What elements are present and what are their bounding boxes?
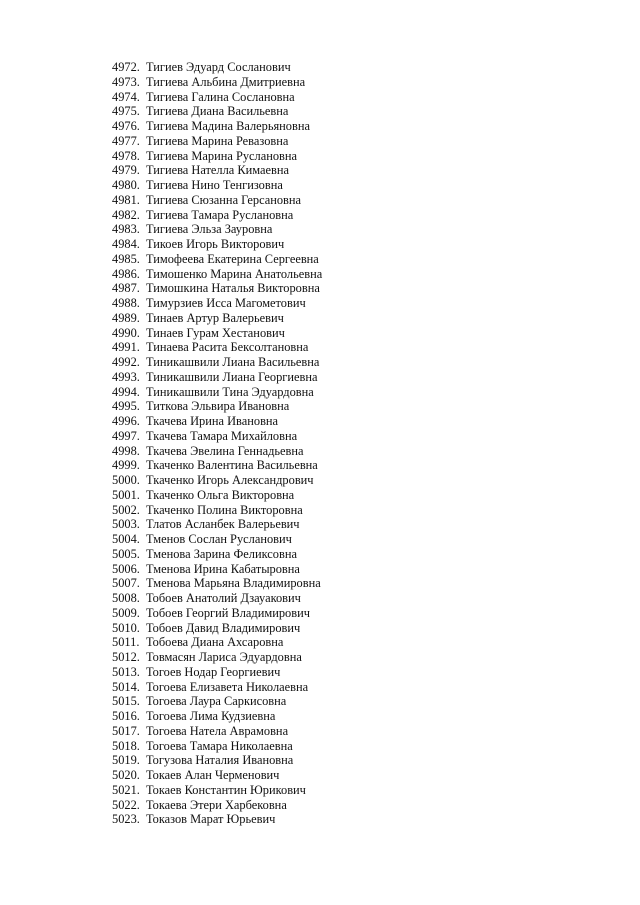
entry-full-name: Тиникашвили Лиана Васильевна (146, 355, 320, 369)
entry-full-name: Тимошенко Марина Анатольевна (146, 266, 323, 281)
entry-full-name: Тогоева Лима Кудзиевна (146, 709, 276, 723)
entry-full-name: Тинаев Гурам Хестанович (146, 325, 285, 340)
entry-full-name: Тигиева Альбина Дмитриевна (146, 74, 306, 89)
entry-number: 5006. (112, 561, 140, 576)
entry-full-name: Тикоев Игорь Викторович (146, 237, 285, 251)
list-item (112, 296, 322, 311)
list-item (112, 90, 322, 105)
entry-number: 4997. (112, 428, 140, 443)
entry-number: 5001. (112, 487, 140, 502)
entry-number: 4988. (112, 296, 140, 310)
list-item (112, 798, 322, 813)
list-item (112, 709, 322, 724)
list-item (112, 444, 322, 459)
list-item (112, 119, 322, 134)
entry-full-name: Тигиева Тамара Руслановна (146, 207, 294, 222)
list-item (112, 163, 322, 178)
entry-full-name: Токаева Этери Харбековна (146, 797, 287, 812)
list-item (112, 104, 322, 119)
list-item (112, 488, 322, 503)
list-item (112, 208, 322, 223)
entry-number: 5021. (112, 782, 140, 797)
list-item (112, 768, 322, 783)
entry-full-name: Ткачева Ирина Ивановна (146, 414, 279, 428)
entry-full-name: Тогоева Елизавета Николаевна (146, 679, 309, 694)
entry-full-name: Тигиева Марина Ревазовна (146, 133, 289, 148)
entry-full-name: Тменова Ирина Кабатыровна (146, 561, 300, 576)
entry-full-name: Тогоева Натела Аврамовна (146, 723, 289, 738)
entry-number: 4995. (112, 399, 140, 414)
entry-full-name: Тогоева Лаура Саркисовна (146, 694, 287, 709)
list-item (112, 547, 322, 562)
entry-number: 5004. (112, 532, 140, 546)
entry-number: 5000. (112, 473, 140, 487)
entry-full-name: Тигиева Эльза Зауровна (146, 222, 273, 237)
entry-full-name: Тинаева Расита Бексолтановна (146, 340, 309, 355)
entry-full-name: Тобоев Давид Владимирович (146, 620, 301, 635)
list-item (112, 267, 322, 282)
entry-full-name: Токазов Марат Юрьевич (146, 812, 276, 827)
entry-number: 5009. (112, 605, 140, 620)
entry-number: 5020. (112, 768, 140, 782)
entry-number: 5008. (112, 591, 140, 605)
entry-number: 5010. (112, 620, 140, 635)
entry-full-name: Тигиева Диана Васильевна (146, 104, 289, 119)
numbered-name-list (112, 60, 322, 827)
entry-full-name: Тимошкина Наталья Викторовна (146, 281, 320, 296)
entry-number: 4982. (112, 207, 140, 222)
entry-number: 4972. (112, 60, 140, 74)
list-item (112, 311, 322, 326)
entry-number: 5023. (112, 812, 140, 827)
list-item (112, 149, 322, 164)
list-item (112, 458, 322, 473)
entry-number: 4980. (112, 178, 140, 192)
list-item (112, 340, 322, 355)
entry-number: 4978. (112, 148, 140, 163)
entry-full-name: Тигиева Нателла Кимаевна (146, 163, 290, 178)
entry-full-name: Тигиева Мадина Валерьяновна (146, 119, 310, 133)
entry-full-name: Тобоева Диана Ахсаровна (146, 635, 284, 650)
list-item (112, 281, 322, 296)
list-item (112, 532, 322, 547)
list-item (112, 193, 322, 208)
list-item (112, 355, 322, 370)
entry-number: 4993. (112, 369, 140, 384)
list-item (112, 606, 322, 621)
entry-number: 4986. (112, 266, 140, 281)
list-item (112, 724, 322, 739)
list-item (112, 503, 322, 518)
entry-full-name: Тиникашвили Тина Эдуардовна (146, 384, 314, 399)
list-item (112, 812, 322, 827)
entry-number: 5002. (112, 502, 140, 517)
entry-full-name: Тобоев Георгий Владимирович (146, 605, 310, 620)
entry-number: 5018. (112, 738, 140, 753)
list-item (112, 650, 322, 665)
list-item (112, 178, 322, 193)
entry-number: 5013. (112, 664, 140, 679)
list-item (112, 399, 322, 414)
list-item (112, 134, 322, 149)
entry-full-name: Ткаченко Полина Викторовна (146, 502, 303, 517)
list-item (112, 621, 322, 636)
entry-number: 5014. (112, 679, 140, 694)
list-item (112, 576, 322, 591)
entry-full-name: Тигиева Марина Руслановна (146, 148, 298, 163)
list-item (112, 222, 322, 237)
list-item (112, 75, 322, 90)
entry-full-name: Тменова Зарина Феликсовна (146, 546, 297, 561)
entry-number: 4994. (112, 384, 140, 399)
list-item (112, 414, 322, 429)
entry-full-name: Тигиев Эдуард Сосланович (146, 60, 291, 74)
list-item (112, 60, 322, 75)
list-item (112, 370, 322, 385)
list-item (112, 783, 322, 798)
entry-full-name: Титкова Эльвира Ивановна (146, 399, 290, 414)
entry-number: 4991. (112, 340, 140, 355)
entry-number: 4989. (112, 310, 140, 325)
list-item (112, 753, 322, 768)
list-item (112, 694, 322, 709)
entry-number: 4983. (112, 222, 140, 237)
entry-full-name: Тигиева Нино Тенгизовна (146, 178, 283, 192)
list-item (112, 237, 322, 252)
entry-number: 4999. (112, 458, 140, 473)
entry-number: 4996. (112, 414, 140, 428)
entry-number: 4977. (112, 133, 140, 148)
entry-full-name: Тменов Сослан Русланович (146, 532, 292, 546)
entry-full-name: Тогузова Наталия Ивановна (146, 753, 294, 768)
entry-full-name: Тимурзиев Исса Магометович (146, 296, 306, 310)
entry-full-name: Тинаев Артур Валерьевич (146, 310, 284, 325)
entry-number: 5016. (112, 709, 140, 723)
entry-number: 4984. (112, 237, 140, 251)
entry-full-name: Тогоев Нодар Георгиевич (146, 664, 281, 679)
entry-full-name: Тлатов Асланбек Валерьевич (146, 517, 300, 532)
list-item (112, 473, 322, 488)
entry-full-name: Тиникашвили Лиана Георгиевна (146, 369, 318, 384)
entry-number: 4976. (112, 119, 140, 133)
list-item (112, 739, 322, 754)
entry-full-name: Токаев Константин Юрикович (146, 782, 306, 797)
entry-full-name: Ткаченко Валентина Васильевна (146, 458, 318, 473)
list-item (112, 385, 322, 400)
entry-number: 5017. (112, 723, 140, 738)
list-item (112, 517, 322, 532)
entry-full-name: Товмасян Лариса Эдуардовна (146, 650, 302, 664)
entry-number: 5005. (112, 546, 140, 561)
list-item (112, 591, 322, 606)
list-item (112, 635, 322, 650)
entry-number: 4981. (112, 192, 140, 207)
entry-number: 5003. (112, 517, 140, 532)
entry-full-name: Тигиева Галина Сослановна (146, 89, 295, 104)
list-item (112, 665, 322, 680)
entry-number: 5012. (112, 650, 140, 664)
entry-full-name: Ткаченко Ольга Викторовна (146, 487, 295, 502)
entry-full-name: Ткачева Эвелина Геннадьевна (146, 443, 304, 458)
list-item (112, 252, 322, 267)
list-item (112, 429, 322, 444)
entry-number: 5015. (112, 694, 140, 709)
entry-full-name: Ткаченко Игорь Александрович (146, 473, 314, 487)
entry-number: 4987. (112, 281, 140, 296)
entry-full-name: Токаев Алан Черменович (146, 768, 280, 782)
entry-number: 4992. (112, 355, 140, 369)
entry-full-name: Тимофеева Екатерина Сергеевна (146, 251, 319, 266)
entry-number: 4975. (112, 104, 140, 119)
list-item (112, 562, 322, 577)
entry-number: 4979. (112, 163, 140, 178)
entry-number: 4973. (112, 74, 140, 89)
entry-full-name: Тогоева Тамара Николаевна (146, 738, 293, 753)
entry-number: 4985. (112, 251, 140, 266)
entry-number: 5007. (112, 576, 140, 591)
entry-number: 5022. (112, 797, 140, 812)
entry-number: 4990. (112, 325, 140, 340)
entry-number: 5011. (112, 635, 140, 650)
list-item (112, 680, 322, 695)
entry-number: 4998. (112, 443, 140, 458)
entry-full-name: Тигиева Сюзанна Герсановна (146, 192, 302, 207)
entry-full-name: Тменова Марьяна Владимировна (146, 576, 321, 591)
entry-full-name: Ткачева Тамара Михайловна (146, 428, 298, 443)
entry-number: 5019. (112, 753, 140, 768)
list-item (112, 326, 322, 341)
entry-number: 4974. (112, 89, 140, 104)
entry-full-name: Тобоев Анатолий Дзауакович (146, 591, 301, 605)
